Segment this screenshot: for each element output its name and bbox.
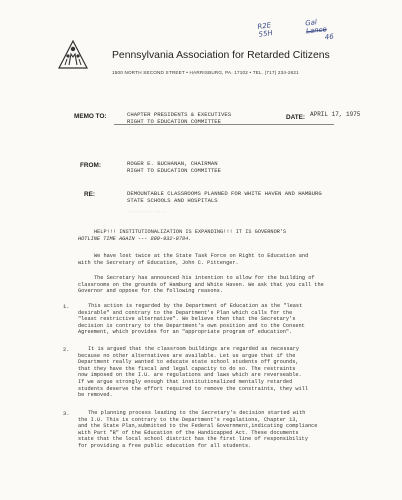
help-paragraph: HELP!!! INSTITUTIONALIZATION IS EXPANDING!!! IT IS GOVERNOR'S HOTLINE TIME AGAIN --- 800-932-0784. [78,229,287,242]
item-number-1: 1. [63,304,70,310]
paragraph-lost-twice: We have lost twice at the State Task Force on Right to Education and with the Secretary of Education, John C. Pittenger. [78,253,309,266]
from-sender: ROGER E. BUCHANAN, CHAIRMAN RIGHT TO EDUCATION COMMITTEE [127,160,221,174]
to-rule [114,124,334,125]
re-subject: DEMOUNTABLE CLASSROOMS PLANNED FOR WHITE HAVEN AND HAMBURG STATE SCHOOLS AND HOSPITALS [127,190,322,204]
handwritten-note-right: Gal Lance 46 [304,18,335,42]
handwritten-note-left: R2E 55H [256,21,274,39]
re-label: RE: [84,191,96,198]
parc-logo-icon [58,40,88,70]
item-2-text: It is argued that the classroom buildings are regarded as necessary because no other alternatives are available. Let us argue that if the Department really wanted to educate state school students off grounds, that they have the fiscal and legal capacity to do so. The restraints now imposed on the I.U. are regulations and laws which are reverseable. If we argue strongly enough that institutionalized mentally retarded students deserve the effort required to remove the constraints, they will be removed. [78,346,308,399]
item-3-text: The planning process leading to the Secretary's decision started with the I.U. This is contrary to the Department's regulations, Chapter 13, and the State Plan,submitted to the Federal Government,indicating compliance with Part "B" of the Education of the Handicapped Act. These documents state that the local school district has the first line of responsibility for providing a free public education for all students. [78,410,318,449]
from-label: FROM: [80,162,101,169]
memo-to-recipients: CHAPTER PRESIDENTS & EXECUTIVES RIGHT TO EDUCATION COMMITTEE [127,111,232,125]
organization-name: Pennsylvania Association for Retarded Citizens [112,50,330,61]
organization-address: 1500 NORTH SECOND STREET • HARRISBURG, PA. 17102 • TEL. (717) 234-2621 [112,70,299,75]
item-number-2: 2. [63,347,70,353]
date-value: APRIL 17, 1975 [310,111,361,118]
paragraph-secretary-announcement: The Secretary has announced his intention to allow for the building of classrooms on the grounds of Hamburg and White Haven. We ask that you call the Governor and oppose for the following reasons. [78,275,324,295]
memo-to-label: MEMO TO: [74,113,107,120]
date-label: DATE: [286,114,306,121]
item-1-text: This action is regarded by the Department of Education as the "least desirable" and contrary to the Department's Plan which calls for the "least restrictive alternative". We believe then that the Secretary's decision is contrary to the Department's own position and to the Consent Agreement, which provides for an "appropriate program of education". [78,303,305,336]
faint-bleedthrough: ·············· [128,210,167,215]
item-number-3: 3. [63,411,70,417]
